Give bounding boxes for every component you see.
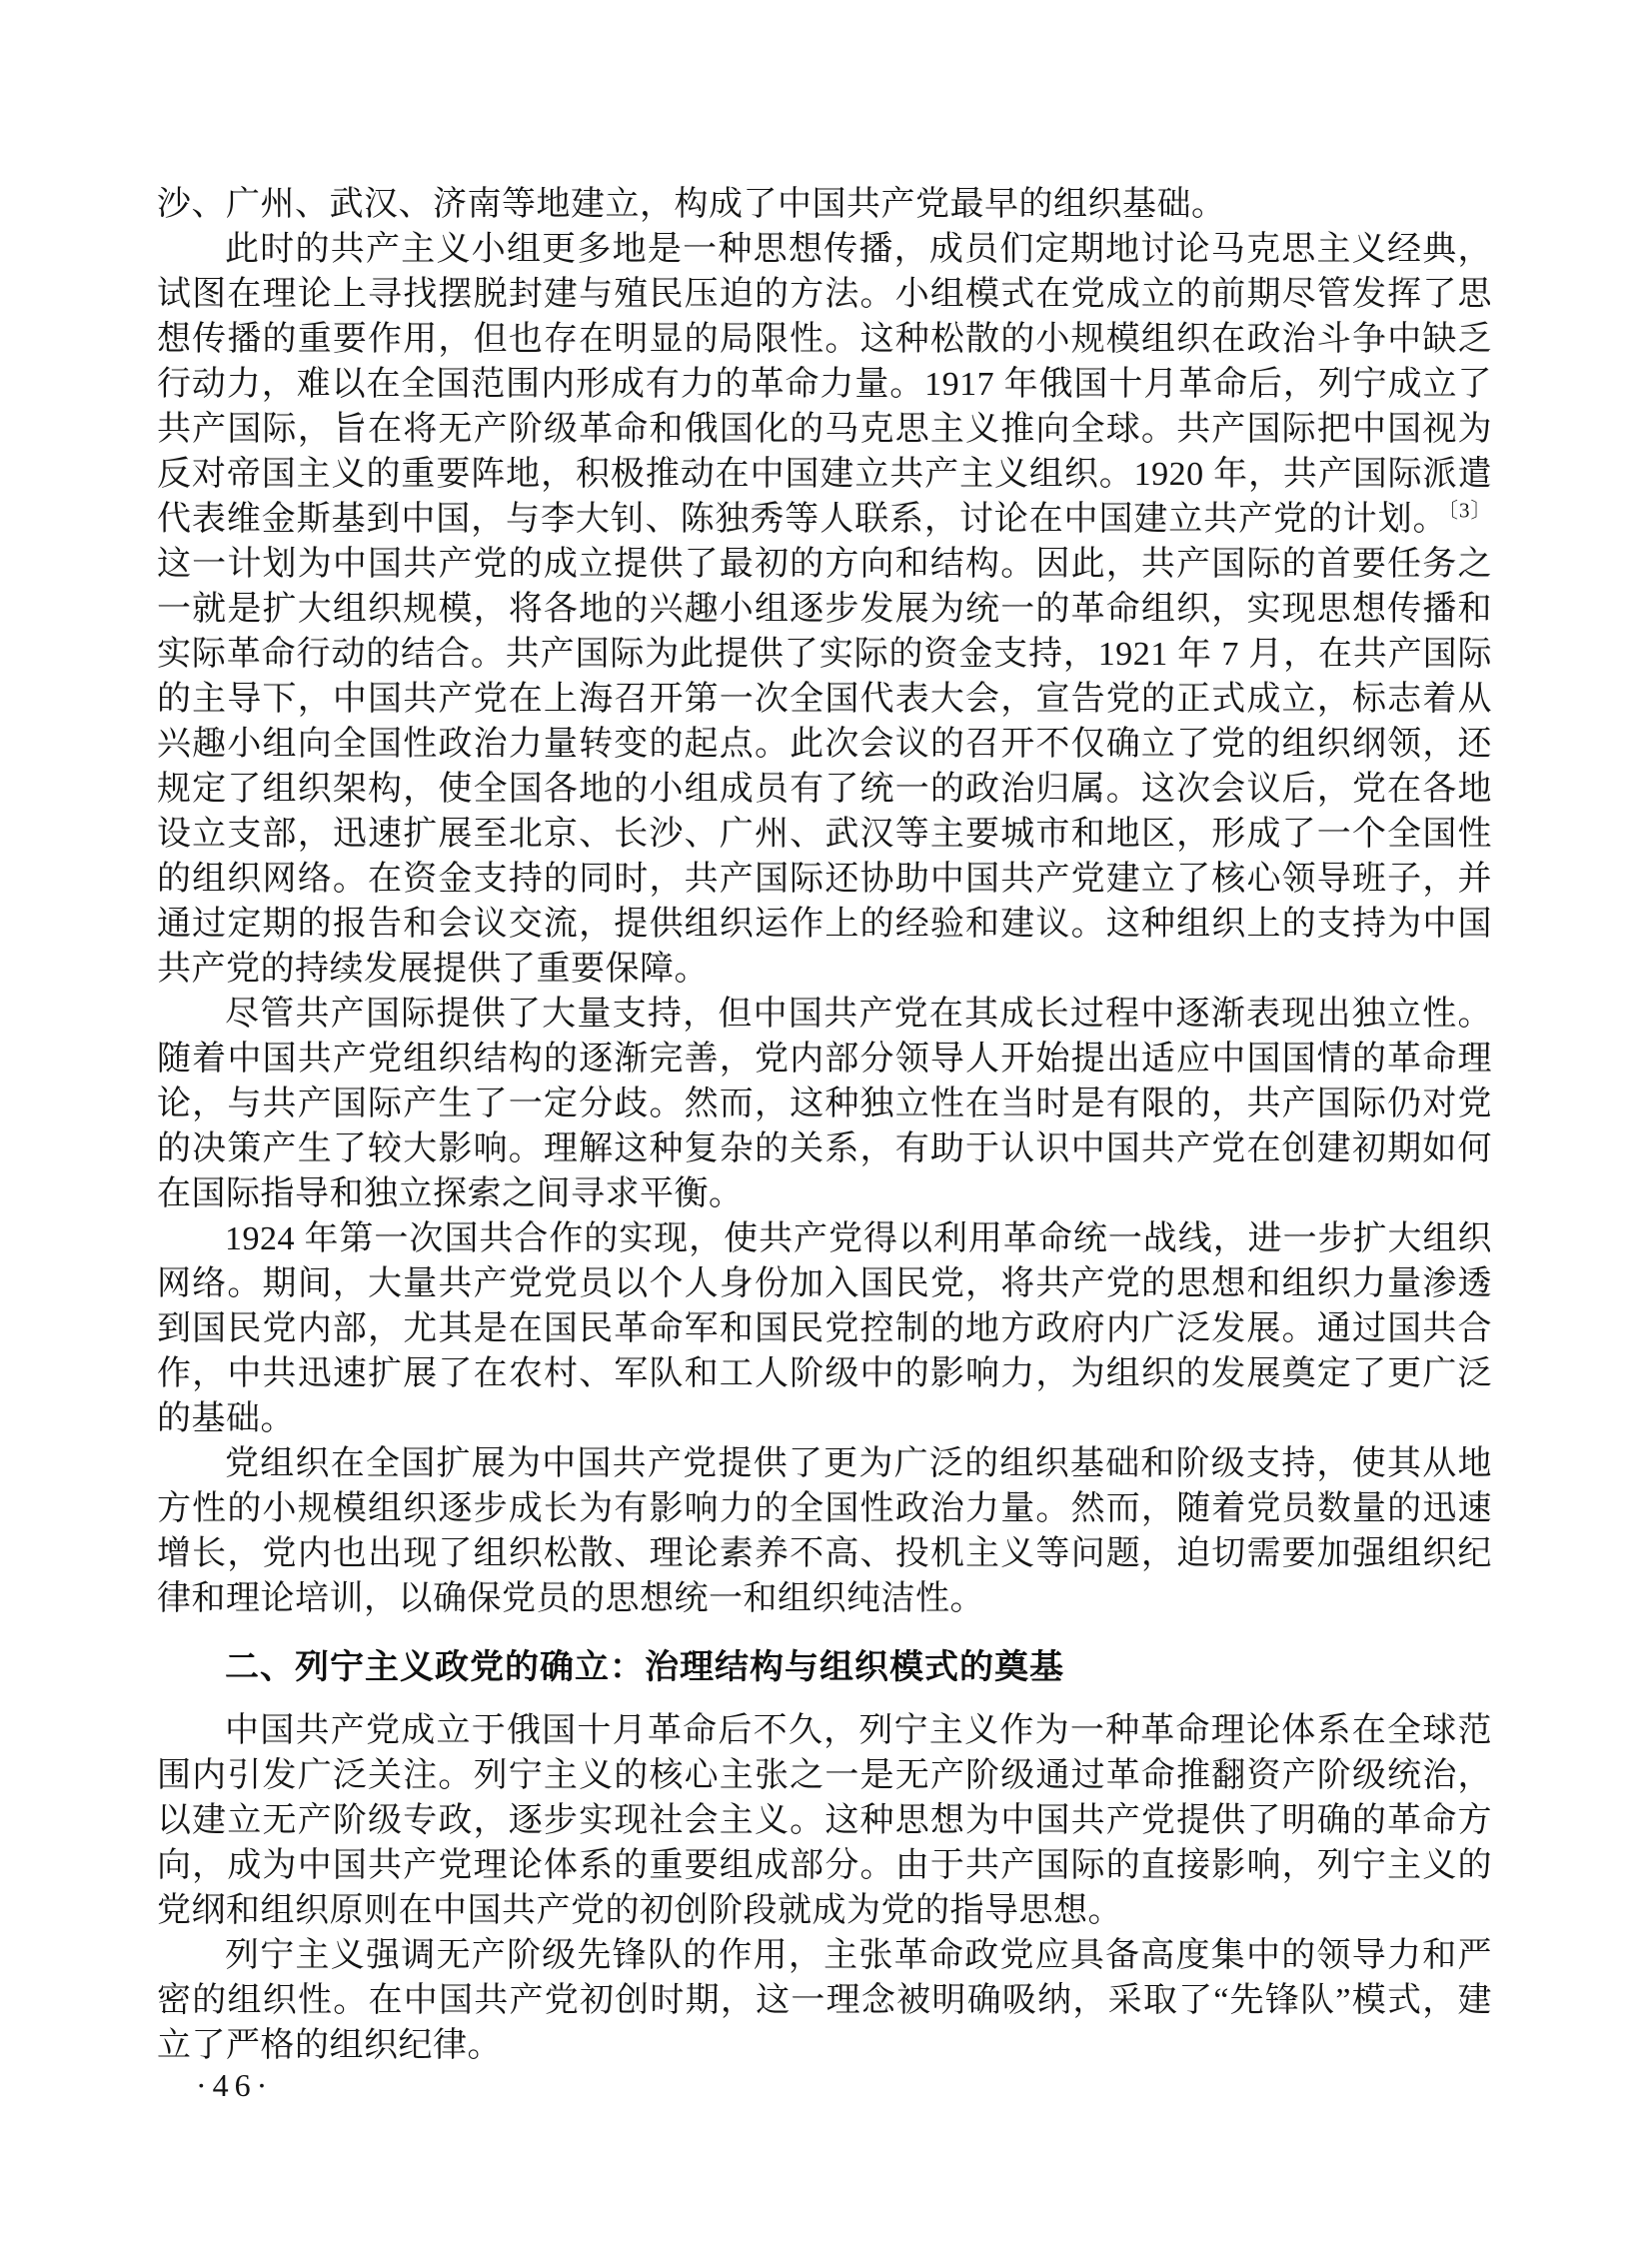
paragraph: 尽管共产国际提供了大量支持，但中国共产党在其成长过程中逐渐表现出独立性。随着中国共产党组织结构的逐渐完善，党内部分领导人开始提出适应中国国情的革命理论，与共产国际产生了一定分歧。然而，这种独立性在当时是有限的，共产国际仍对党的决策产生了较大影响。理解这种复杂的关系，有助于认识中国共产党在创建初期如何在国际指导和独立探索之间寻求平衡。 — [157, 996, 1492, 1212]
paragraph: 1924 年第一次国共合作的实现，使共产党得以利用革命统一战线，进一步扩大组织网络。期间，大量共产党党员以个人身份加入国民党，将共产党的思想和组织力量渗透到国民党内部，尤其是在国民革命军和国民党控制的地方政府内广泛发展。通过国共合作，中共迅速扩展了在农村、军队和工人阶级中的影响力，为组织的发展奠定了更广泛的基础。 — [157, 1220, 1492, 1437]
paragraph: 沙、广州、武汉、济南等地建立，构成了中国共产党最早的组织基础。 — [157, 186, 1226, 223]
paragraph: 此时的共产主义小组更多地是一种思想传播，成员们定期地讨论马克思主义经典，试图在理论上寻找摆脱封建与殖民压迫的方法。小组模式在党成立的前期尽管发挥了思想传播的重要作用，但也存在明显的局限性。这种松散的小规模组织在政治斗争中缺乏行动力，难以在全国范围内形成有力的革命力量。1917 年俄国十月革命后，列宁成立了共产国际，旨在将无产阶级革命和俄国化的马克思主义推向全球。共产国际把中国视为反对帝国主义的重要阵地，积极推动在中国建立共产主义组织。1920 年，共产国际派遣代表维金斯基到中国，与李大钊、陈独秀等人联系，讨论在中国建立共产党的计划。$^{〔3〕}$这一计划为中国共产党的成立提供了最初的方向和结构。因此，共产国际的首要任务之一就是扩大组织规模，将各地的兴趣小组逐步发展为统一的革命组织，实现思想传播和实际革命行动的结合。共产国际为此提供了实际的资金支持，1921 年 7 月，在共产国际的主导下，中国共产党在上海召开第一次全国代表大会，宣告党的正式成立，标志着从兴趣小组向全国性政治力量转变的起点。此次会议的召开不仅确立了党的组织纲领，还规定了组织架构，使全国各地的小组成员有了统一的政治归属。这次会议后，党在各地设立支部，迅速扩展至北京、长沙、广州、武汉等主要城市和地区，形成了一个全国性的组织网络。在资金支持的同时，共产国际还协助中国共产党建立了核心领导班子，并通过定期的报告和会议交流，提供组织运作上的经验和建议。这种组织上的支持为中国共产党的持续发展提供了重要保障。 — [157, 231, 1492, 988]
page-number: ·46· — [196, 2067, 274, 2103]
footnote-marker: 〔3〕 — [1447, 498, 1492, 523]
section-heading: 二、列宁主义政党的确立：治理结构与组织模式的奠基 — [225, 1648, 1064, 1686]
paragraph: 列宁主义强调无产阶级先锋队的作用，主张革命政党应具备高度集中的领导力和严密的组织性。在中国共产党初创时期，这一理念被明确吸纳，采取了“先锋队”模式，建立了严格的组织纪律。 — [157, 1937, 1492, 2064]
paragraph: 中国共产党成立于俄国十月革命后不久，列宁主义作为一种革命理论体系在全球范围内引发广泛关注。列宁主义的核心主张之一是无产阶级通过革命推翻资产阶级统治，以建立无产阶级专政，逐步实现社会主义。这种思想为中国共产党提供了明确的革命方向，成为中国共产党理论体系的重要组成部分。由于共产国际的直接影响，列宁主义的党纲和组织原则在中国共产党的初创阶段就成为党的指导思想。 — [157, 1712, 1492, 1929]
page-content — [157, 182, 1492, 2068]
paragraph: 党组织在全国扩展为中国共产党提供了更为广泛的组织基础和阶级支持，使其从地方性的小规模组织逐步成长为有影响力的全国性政治力量。然而，随着党员数量的迅速增长，党内也出现了组织松散、理论素养不高、投机主义等问题，迫切需要加强组织纪律和理论培训，以确保党员的思想统一和组织纯洁性。 — [157, 1445, 1492, 1617]
